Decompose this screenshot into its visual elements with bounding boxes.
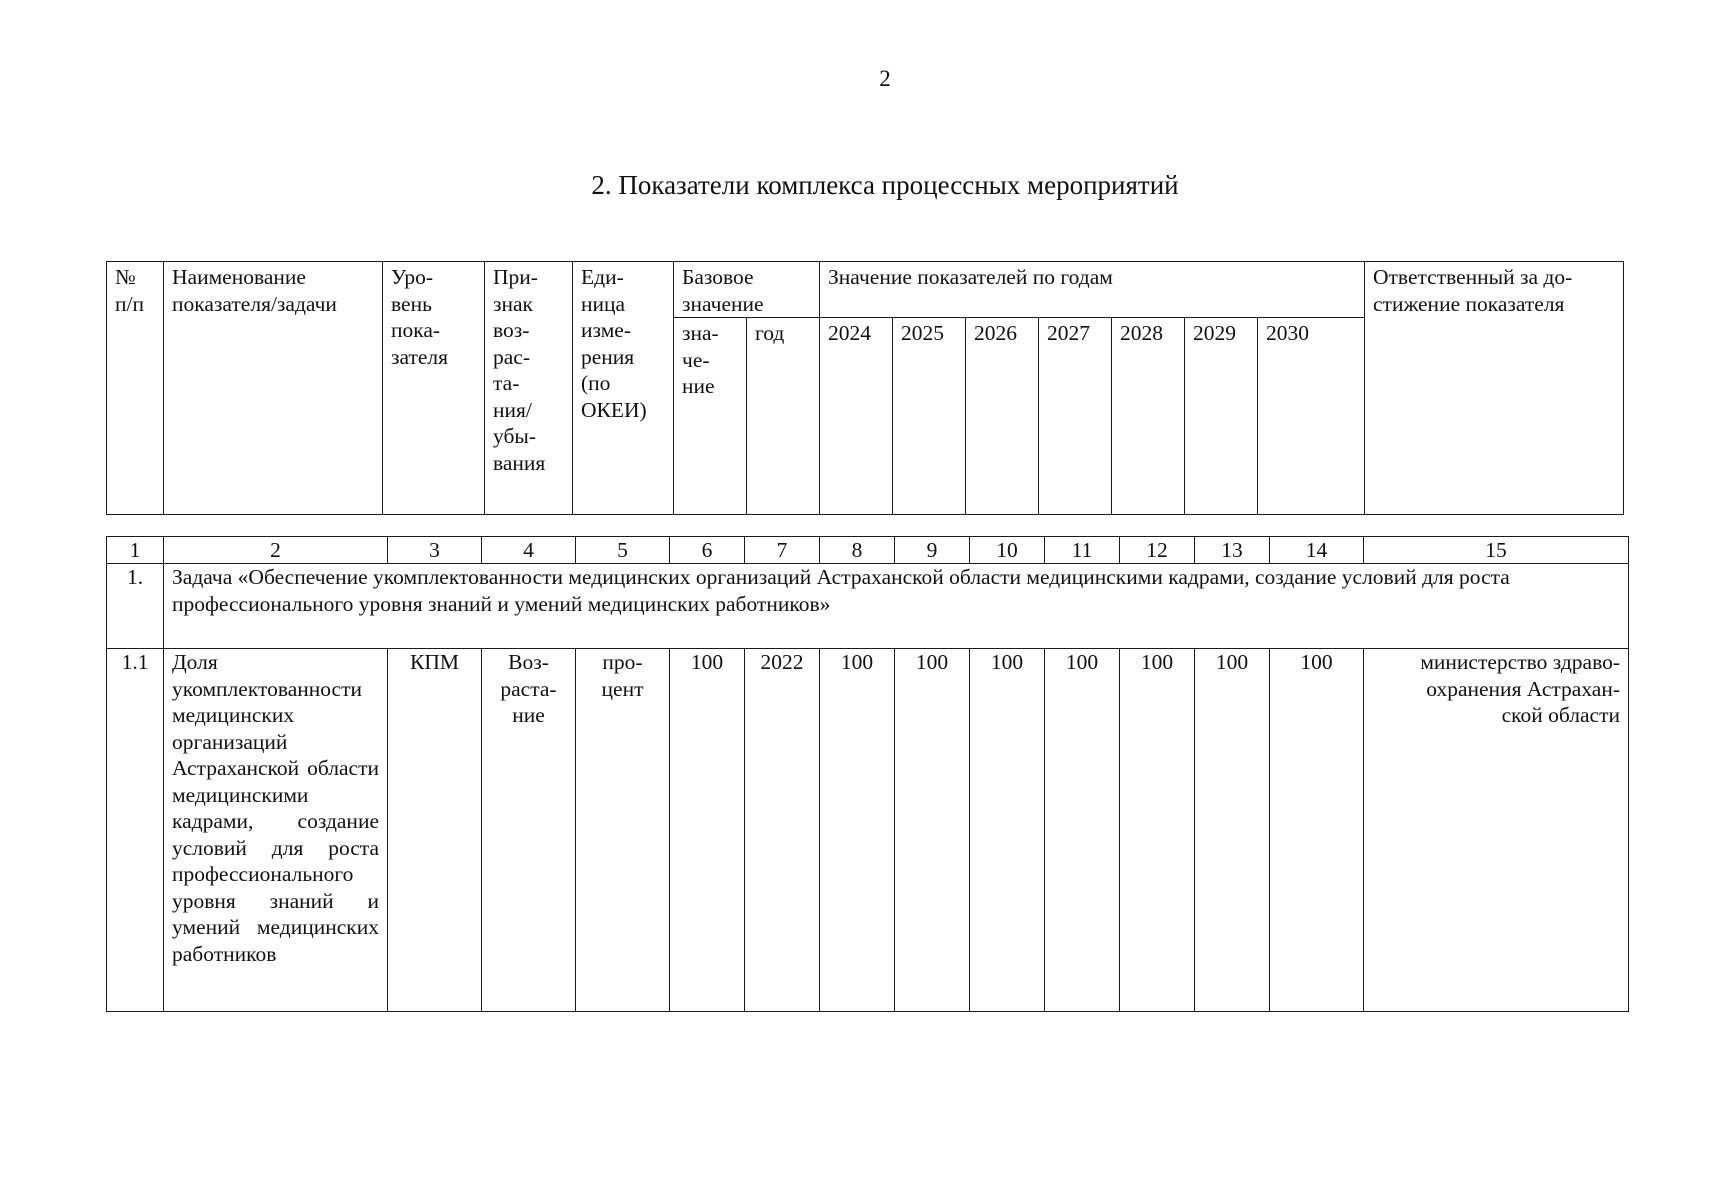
indicator-base-value: 100: [670, 649, 745, 1012]
header-year-2024: 2024: [820, 318, 893, 515]
column-number: 8: [820, 537, 895, 564]
column-numbers-row: [107, 537, 1629, 564]
indicator-value-2029: 100: [1195, 649, 1270, 1012]
indicator-name: Доля укомплектованности медицинских организаций Астраханской области медицинскими кадрами, создание условий для роста профессионального уровня знаний и умений медицинских работников: [164, 649, 388, 1012]
indicator-value-2025: 100: [895, 649, 970, 1012]
task-row: [107, 564, 1629, 649]
column-number: 4: [482, 537, 576, 564]
table-header: [106, 261, 1624, 515]
header-year-2028: 2028: [1112, 318, 1185, 515]
header-base-value: зна- че- ние: [674, 318, 747, 515]
header-indicator-level: Уро- вень пока- зателя: [383, 262, 485, 515]
header-year-2025: 2025: [893, 318, 966, 515]
column-number: 1: [107, 537, 164, 564]
header-trend-sign: При- знак воз- рас- та- ния/ убы- вания: [485, 262, 573, 515]
column-number: 3: [388, 537, 482, 564]
header-base-value-group: Базовое значение: [674, 262, 820, 318]
table-body: [106, 536, 1629, 1012]
column-number: 13: [1195, 537, 1270, 564]
column-number: 14: [1270, 537, 1364, 564]
indicator-responsible: министерство здраво- охранения Астрахан- ской области: [1364, 649, 1629, 1012]
header-base-year: год: [747, 318, 820, 515]
indicator-level: КПМ: [388, 649, 482, 1012]
header-responsible: Ответственный за до- стижение показателя: [1365, 262, 1624, 515]
column-number: 11: [1045, 537, 1120, 564]
column-number: 2: [164, 537, 388, 564]
task-text: Задача «Обеспечение укомплектованности медицинских организаций Астраханской области медицинскими кадрами, создание условий для роста профессионального уровня знаний и умений медицинских работников»: [164, 564, 1629, 649]
column-number: 6: [670, 537, 745, 564]
column-number: 7: [745, 537, 820, 564]
indicator-unit: про- цент: [576, 649, 670, 1012]
column-number: 9: [895, 537, 970, 564]
header-year-2027: 2027: [1039, 318, 1112, 515]
page-number: 2: [879, 66, 891, 91]
indicator-row: [107, 649, 1629, 1012]
header-unit: Еди- ница изме- рения (по ОКЕИ): [573, 262, 674, 515]
header-year-2030: 2030: [1258, 318, 1365, 515]
indicator-value-2028: 100: [1120, 649, 1195, 1012]
indicator-base-year: 2022: [745, 649, 820, 1012]
indicator-number: 1.1: [107, 649, 164, 1012]
header-number: № п/п: [107, 262, 164, 515]
indicator-trend: Воз- раста- ние: [482, 649, 576, 1012]
column-number: 10: [970, 537, 1045, 564]
header-year-2029: 2029: [1185, 318, 1258, 515]
header-year-2026: 2026: [966, 318, 1039, 515]
indicator-value-2027: 100: [1045, 649, 1120, 1012]
indicator-value-2030: 100: [1270, 649, 1364, 1012]
section-title: 2. Показатели комплекса процессных мероприятий: [591, 170, 1179, 200]
column-number: 15: [1364, 537, 1629, 564]
indicator-value-2024: 100: [820, 649, 895, 1012]
header-indicator-name: Наименование показателя/задачи: [164, 262, 383, 515]
column-number: 5: [576, 537, 670, 564]
column-number: 12: [1120, 537, 1195, 564]
task-number: 1.: [107, 564, 164, 649]
header-years-group: Значение показателей по годам: [820, 262, 1365, 318]
indicator-value-2026: 100: [970, 649, 1045, 1012]
